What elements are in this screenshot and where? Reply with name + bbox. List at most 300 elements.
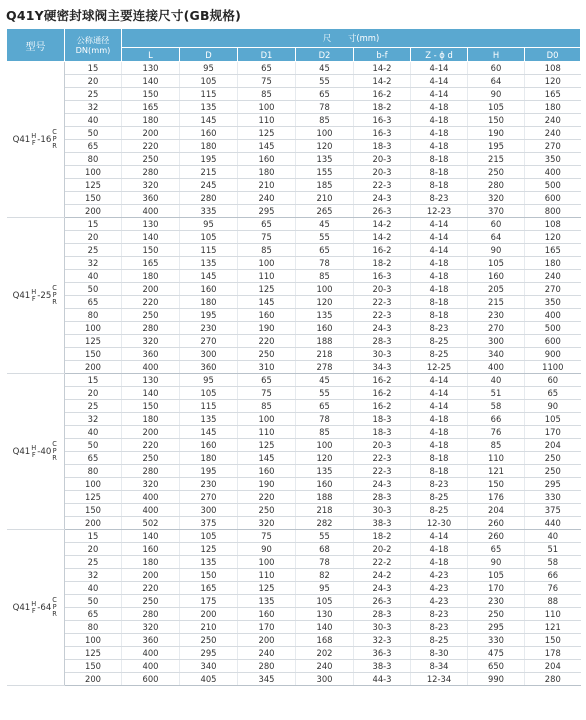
table-cell: 1100 [525,361,581,374]
table-cell: 900 [525,348,581,361]
table-cell: 240 [238,192,296,205]
header-dn-line2: DN(mm) [75,45,111,55]
cell-dn: 25 [65,556,122,569]
table-cell: 500 [525,179,581,192]
model-pressure: -25 [37,290,52,301]
table-cell: 165 [525,88,581,101]
table-cell: 190 [238,478,296,491]
table-row [7,647,581,660]
table-cell: 170 [525,426,581,439]
table-row [7,595,581,608]
table-cell: 8-18 [411,465,468,478]
table-row [7,634,581,647]
table-cell: 105 [525,413,581,426]
table-cell: 250 [122,595,180,608]
table-cell: 150 [468,114,525,127]
cell-dn: 80 [65,309,122,322]
model-body-stack [52,441,57,462]
table-cell: 90 [525,400,581,413]
cell-dn: 50 [65,439,122,452]
table-cell: 4-18 [411,543,468,556]
table-cell: 65 [296,88,354,101]
table-cell: 165 [122,257,180,270]
table-cell: 90 [468,556,525,569]
table-cell: 280 [122,166,180,179]
table-cell: 215 [180,166,238,179]
table-cell: 4-14 [411,218,468,231]
table-cell: 345 [238,673,296,686]
table-cell: 145 [238,140,296,153]
table-cell: 280 [468,179,525,192]
table-cell: 110 [238,114,296,127]
table-cell: 240 [525,127,581,140]
cell-dn: 125 [65,491,122,504]
table-cell: 65 [296,400,354,413]
table-cell: 500 [525,322,581,335]
table-cell: 190 [468,127,525,140]
table-cell: 55 [296,231,354,244]
table-cell: 18-2 [354,257,411,270]
table-cell: 600 [122,673,180,686]
model-label [13,285,58,306]
model-body-bottom: R [52,454,57,462]
cell-dn: 40 [65,114,122,127]
model-body-bottom: R [52,610,57,618]
model-prefix: Q41 [12,290,31,301]
table-cell: 110 [525,608,581,621]
table-cell: 85 [296,426,354,439]
table-cell: 320 [238,517,296,530]
table-cell: 8-25 [411,491,468,504]
table-cell: 270 [180,335,238,348]
cell-dn: 200 [65,205,122,218]
table-cell: 75 [238,231,296,244]
table-row [7,296,581,309]
table-cell: 120 [296,452,354,465]
table-cell: 8-18 [411,452,468,465]
table-cell: 20-3 [354,153,411,166]
table-row [7,361,581,374]
model-body-stack [52,597,57,618]
table-cell: 130 [296,608,354,621]
table-cell: 8-34 [411,660,468,673]
table-cell: 8-25 [411,634,468,647]
table-cell: 12-30 [411,517,468,530]
table-cell: 14-2 [354,218,411,231]
table-cell: 160 [296,478,354,491]
table-cell: 178 [525,647,581,660]
model-label [13,129,58,150]
table-cell: 130 [122,374,180,387]
table-cell: 320 [122,621,180,634]
table-cell: 4-18 [411,114,468,127]
table-cell: 270 [525,140,581,153]
table-cell: 20-2 [354,543,411,556]
table-cell: 121 [525,621,581,634]
table-cell: 16-2 [354,387,411,400]
table-cell: 300 [468,335,525,348]
table-cell: 8-25 [411,348,468,361]
cell-dn: 65 [65,296,122,309]
cell-dn: 32 [65,257,122,270]
table-cell: 24-3 [354,322,411,335]
table-cell: 400 [122,491,180,504]
table-cell: 600 [525,335,581,348]
table-cell: 76 [468,426,525,439]
table-row [7,556,581,569]
table-cell: 90 [238,543,296,556]
cell-dn: 150 [65,348,122,361]
table-cell: 125 [180,543,238,556]
table-cell: 115 [180,400,238,413]
table-cell: 202 [296,647,354,660]
table-cell: 45 [296,218,354,231]
table-row [7,530,581,543]
cell-dn: 15 [65,374,122,387]
table-cell: 4-18 [411,127,468,140]
table-cell: 32-3 [354,634,411,647]
cell-dn: 125 [65,335,122,348]
table-cell: 105 [468,101,525,114]
table-cell: 195 [180,153,238,166]
table-cell: 155 [296,166,354,179]
cell-dn: 80 [65,153,122,166]
header-dn-line1: 公称通径 [76,35,110,45]
table-cell: 300 [180,504,238,517]
table-cell: 260 [468,530,525,543]
table-cell: 360 [122,348,180,361]
table-cell: 204 [525,439,581,452]
table-cell: 4-18 [411,439,468,452]
table-cell: 95 [180,374,238,387]
table-cell: 105 [180,231,238,244]
table-cell: 135 [180,257,238,270]
table-cell: 330 [468,634,525,647]
cell-dn: 200 [65,673,122,686]
model-body-bottom: R [52,298,57,306]
table-cell: 26-3 [354,595,411,608]
table-cell: 140 [296,621,354,634]
table-row [7,504,581,517]
table-cell: 95 [296,582,354,595]
table-cell: 300 [180,348,238,361]
table-cell: 280 [180,192,238,205]
cell-dn: 80 [65,621,122,634]
table-cell: 45 [296,374,354,387]
cell-dn: 32 [65,569,122,582]
table-cell: 375 [180,517,238,530]
table-cell: 405 [180,673,238,686]
table-cell: 66 [525,569,581,582]
model-body-mid: P [52,291,57,299]
table-cell: 4-14 [411,374,468,387]
table-cell: 220 [122,296,180,309]
table-cell: 4-23 [411,595,468,608]
table-row [7,75,581,88]
header-col: b-f [354,48,411,62]
table-cell: 218 [296,348,354,361]
table-cell: 4-23 [411,582,468,595]
table-cell: 125 [238,582,296,595]
cell-dn: 100 [65,634,122,647]
table-cell: 200 [122,569,180,582]
table-cell: 260 [468,517,525,530]
table-cell: 800 [525,205,581,218]
cell-dn: 50 [65,283,122,296]
table-cell: 250 [468,166,525,179]
table-cell: 85 [296,114,354,127]
table-cell: 108 [525,218,581,231]
table-cell: 140 [122,231,180,244]
cell-dn: 50 [65,595,122,608]
table-row [7,101,581,114]
table-row [7,374,581,387]
table-cell: 110 [238,569,296,582]
table-cell: 200 [180,608,238,621]
table-cell: 8-30 [411,647,468,660]
table-row [7,491,581,504]
table-cell: 190 [238,322,296,335]
header-col: D [180,48,238,62]
table-cell: 180 [122,114,180,127]
table-cell: 8-18 [411,179,468,192]
table-cell: 180 [525,101,581,114]
table-cell: 185 [296,179,354,192]
table-row [7,283,581,296]
header-col: Z - ϕ d [411,48,468,62]
table-cell: 160 [238,608,296,621]
cell-dn: 65 [65,140,122,153]
table-cell: 145 [238,296,296,309]
table-cell: 8-23 [411,478,468,491]
table-cell: 280 [238,660,296,673]
table-cell: 108 [525,62,581,75]
table-cell: 58 [468,400,525,413]
table-cell: 4-14 [411,400,468,413]
table-cell: 230 [468,595,525,608]
table-cell: 135 [180,101,238,114]
table-cell: 135 [180,556,238,569]
table-cell: 240 [238,647,296,660]
model-body-stack [52,129,57,150]
table-cell: 8-23 [411,192,468,205]
table-cell: 502 [122,517,180,530]
model-cell [7,530,65,686]
table-cell: 65 [296,244,354,257]
table-cell: 28-3 [354,335,411,348]
table-cell: 65 [238,374,296,387]
table-row [7,270,581,283]
table-cell: 150 [180,569,238,582]
table-row [7,114,581,127]
cell-dn: 15 [65,62,122,75]
cell-dn: 50 [65,127,122,140]
table-cell: 100 [238,101,296,114]
cell-dn: 40 [65,582,122,595]
table-cell: 4-14 [411,387,468,400]
model-body-mid: P [52,135,57,143]
table-cell: 65 [238,218,296,231]
table-cell: 220 [238,335,296,348]
table-cell: 110 [238,270,296,283]
table-cell: 165 [525,244,581,257]
table-cell: 160 [180,439,238,452]
table-cell: 60 [468,218,525,231]
table-cell: 160 [238,153,296,166]
table-row [7,205,581,218]
table-cell: 210 [296,192,354,205]
table-cell: 400 [122,361,180,374]
table-cell: 110 [468,452,525,465]
header-model: 型号 [7,29,65,62]
table-cell: 180 [122,270,180,283]
table-cell: 280 [122,465,180,478]
model-material-bottom: F [31,294,36,303]
table-cell: 145 [180,426,238,439]
model-material-stack [31,445,36,459]
table-cell: 250 [468,608,525,621]
table-cell: 135 [238,595,296,608]
table-cell: 44-3 [354,673,411,686]
table-cell: 400 [525,166,581,179]
table-row [7,153,581,166]
table-cell: 51 [525,543,581,556]
table-cell: 4-18 [411,413,468,426]
table-cell: 180 [122,556,180,569]
table-cell: 85 [468,439,525,452]
table-cell: 12-25 [411,361,468,374]
table-cell: 16-2 [354,244,411,257]
table-cell: 300 [296,673,354,686]
table-cell: 4-14 [411,75,468,88]
table-cell: 16-2 [354,88,411,101]
cell-dn: 100 [65,322,122,335]
table-cell: 370 [468,205,525,218]
table-cell: 40 [525,530,581,543]
table-row [7,543,581,556]
table-cell: 95 [180,62,238,75]
header-col: L [122,48,180,62]
table-cell: 140 [122,75,180,88]
table-cell: 82 [296,569,354,582]
table-cell: 4-14 [411,244,468,257]
cell-dn: 150 [65,504,122,517]
table-cell: 188 [296,335,354,348]
table-cell: 65 [238,62,296,75]
table-cell: 30-3 [354,621,411,634]
table-cell: 100 [238,257,296,270]
table-cell: 60 [525,374,581,387]
table-cell: 14-2 [354,231,411,244]
table-cell: 230 [468,309,525,322]
cell-dn: 32 [65,101,122,114]
table-cell: 215 [468,153,525,166]
table-cell: 120 [525,75,581,88]
table-cell: 105 [468,569,525,582]
table-row [7,426,581,439]
table-cell: 38-3 [354,660,411,673]
table-cell: 160 [468,270,525,283]
table-cell: 295 [468,621,525,634]
table-cell: 45 [296,62,354,75]
table-cell: 200 [122,426,180,439]
table-cell: 360 [122,634,180,647]
cell-dn: 100 [65,478,122,491]
table-cell: 130 [122,218,180,231]
table-cell: 8-18 [411,309,468,322]
table-row [7,582,581,595]
table-row [7,127,581,140]
table-cell: 16-2 [354,400,411,413]
table-cell: 12-34 [411,673,468,686]
model-material-stack [31,289,36,303]
model-body-stack [52,285,57,306]
table-cell: 145 [180,270,238,283]
table-cell: 330 [525,491,581,504]
table-cell: 105 [468,257,525,270]
cell-dn: 125 [65,647,122,660]
table-cell: 360 [122,192,180,205]
table-cell: 8-18 [411,296,468,309]
table-cell: 180 [525,257,581,270]
table-cell: 100 [238,413,296,426]
table-cell: 220 [122,439,180,452]
table-cell: 4-18 [411,556,468,569]
cell-dn: 15 [65,530,122,543]
table-cell: 180 [180,140,238,153]
table-cell: 230 [180,322,238,335]
table-cell: 320 [468,192,525,205]
cell-dn: 200 [65,361,122,374]
table-cell: 200 [238,634,296,647]
table-cell: 278 [296,361,354,374]
table-row [7,322,581,335]
table-cell: 295 [180,647,238,660]
header-col: H [468,48,525,62]
model-material-top: H [31,131,37,140]
table-cell: 34-3 [354,361,411,374]
table-cell: 400 [122,205,180,218]
table-cell: 176 [468,491,525,504]
table-cell: 135 [296,309,354,322]
table-cell: 160 [180,127,238,140]
table-cell: 105 [180,530,238,543]
table-cell: 95 [180,218,238,231]
table-cell: 150 [122,244,180,257]
table-row [7,569,581,582]
table-cell: 175 [180,595,238,608]
table-cell: 160 [296,322,354,335]
table-cell: 24-3 [354,478,411,491]
table-cell: 400 [122,647,180,660]
table-cell: 100 [296,283,354,296]
model-material-top: H [31,599,37,608]
table-cell: 168 [296,634,354,647]
table-cell: 160 [238,309,296,322]
table-cell: 22-3 [354,296,411,309]
table-row [7,673,581,686]
table-cell: 120 [525,231,581,244]
table-cell: 90 [468,88,525,101]
table-cell: 218 [296,504,354,517]
table-cell: 4-14 [411,88,468,101]
table-cell: 150 [525,634,581,647]
table-cell: 55 [296,530,354,543]
table-cell: 160 [122,543,180,556]
table-cell: 64 [468,75,525,88]
table-cell: 36-3 [354,647,411,660]
table-cell: 125 [238,439,296,452]
